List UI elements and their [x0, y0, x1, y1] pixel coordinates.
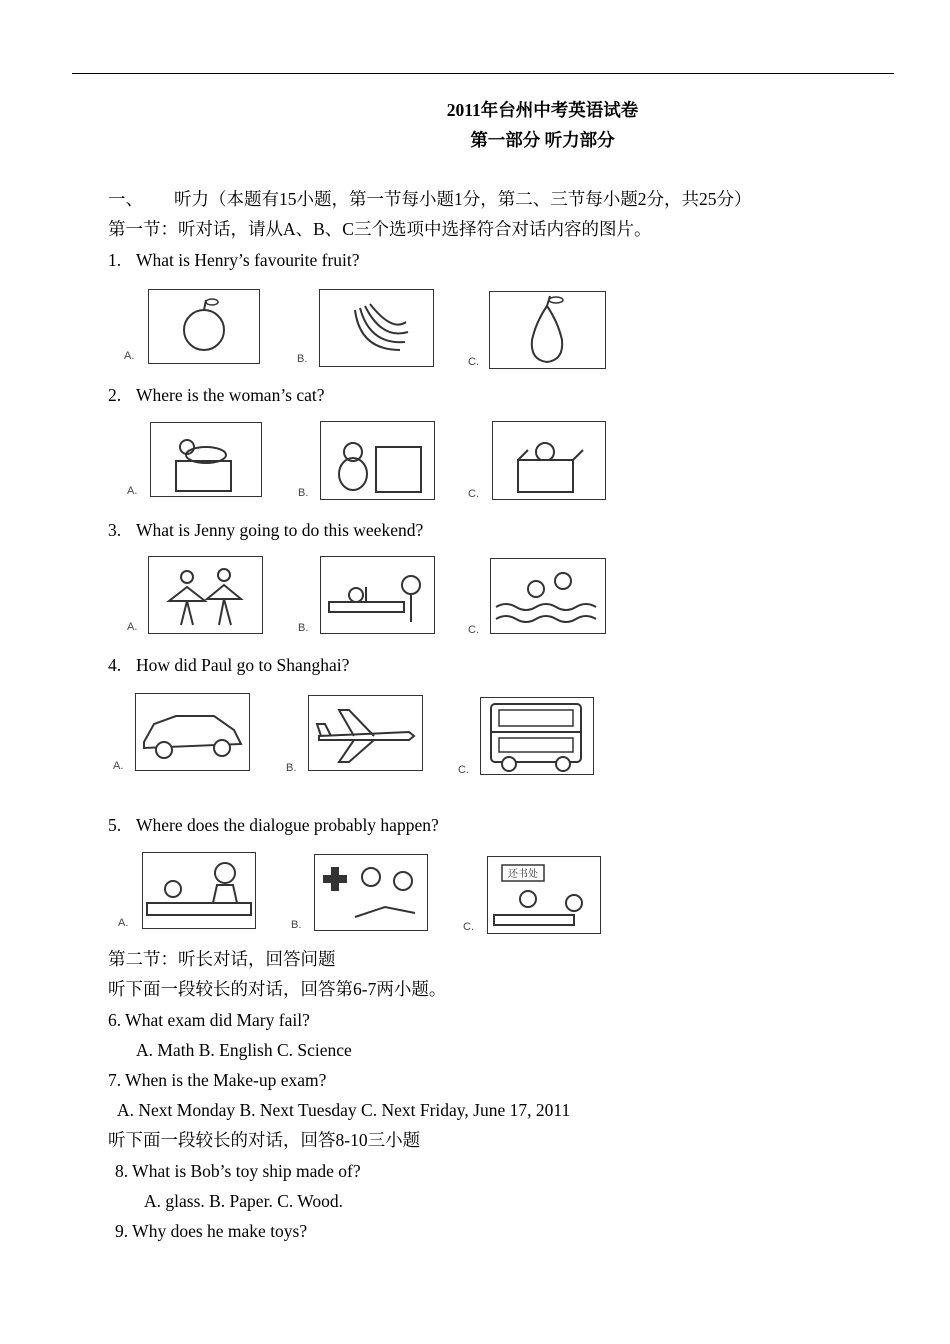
question-number: 3. [108, 520, 122, 540]
option-label: C. [468, 356, 479, 368]
question-text: What is Henry’s favourite fruit? [136, 250, 360, 270]
option-a-picture [135, 693, 250, 771]
option-c-picture [492, 421, 606, 500]
library-icon [488, 857, 600, 933]
question-text: Where does the dialogue probably happen? [136, 815, 439, 835]
question-text: 9. Why does he make toys? [115, 1221, 308, 1241]
option-label: A. [118, 917, 129, 929]
option-label: C. [463, 921, 474, 933]
swimming-icon [491, 559, 605, 633]
question-text: How did Paul go to Shanghai? [136, 655, 350, 675]
question-text: 6. What exam did Mary fail? [108, 1010, 310, 1030]
banana-icon [320, 290, 433, 366]
option-c-picture [489, 291, 606, 369]
option-c-picture [480, 697, 594, 775]
option-label: C. [468, 488, 479, 500]
option-label: C. [468, 624, 479, 636]
question-text: 8. What is Bob’s toy ship made of? [115, 1161, 361, 1181]
plane-icon [309, 696, 422, 770]
question-number: 5. [108, 815, 122, 835]
car-icon [136, 694, 249, 770]
answer-options: A. Next Monday B. Next Tuesday C. Next Friday, June 17, 2011 [117, 1100, 571, 1120]
apple-icon [149, 290, 259, 363]
cat-in-box-icon [493, 422, 605, 499]
question-text: What is Jenny going to do this weekend? [136, 520, 424, 540]
option-b-picture [320, 556, 435, 634]
option-a-picture [150, 422, 262, 497]
table-tennis-icon [321, 557, 434, 633]
pear-icon [490, 292, 605, 368]
option-label: B. [291, 919, 302, 931]
option-b-picture [319, 289, 434, 367]
option-b-picture [320, 421, 435, 500]
question-number: 2. [108, 385, 122, 405]
cat-beside-box-icon [321, 422, 434, 499]
option-label: A. [127, 621, 138, 633]
part-title: 第一部分 听力部分 [470, 130, 615, 150]
option-label: C. [458, 764, 469, 776]
option-b-picture [314, 854, 428, 931]
top-rule [72, 73, 894, 74]
section-number: 一、 [108, 189, 143, 209]
ballet-icon [149, 557, 262, 633]
section2-title: 第二节：听长对话，回答问题 [108, 949, 336, 969]
option-a-picture [148, 556, 263, 634]
dialogue-intro: 听下面一段较长的对话，回答8-10三小题 [108, 1130, 421, 1150]
exam-title: 2011年台州中考英语试卷 [446, 100, 639, 120]
dialogue-intro: 听下面一段较长的对话，回答第6-7两小题。 [108, 979, 447, 999]
library-sign-text: 还书处 [508, 869, 538, 880]
bus-icon [481, 698, 593, 774]
hospital-icon [315, 855, 427, 930]
option-label: B. [286, 762, 297, 774]
option-c-picture [490, 558, 606, 634]
listening-instructions: 听力（本题有15小题，第一节每小题1分，第二、三节每小题2分，共25分） [174, 189, 752, 209]
option-a-picture [148, 289, 260, 364]
option-label: A. [113, 760, 124, 772]
cat-on-box-icon [151, 423, 261, 496]
option-a-picture [142, 852, 256, 929]
option-label: B. [298, 622, 309, 634]
option-label: A. [127, 485, 138, 497]
question-number: 1. [108, 250, 122, 270]
option-label: A. [124, 350, 135, 362]
option-label: B. [297, 353, 308, 365]
section1-instructions: 第一节：听对话，请从A、B、C三个选项中选择符合对话内容的图片。 [108, 219, 652, 239]
question-text: 7. When is the Make-up exam? [108, 1070, 327, 1090]
option-label: B. [298, 487, 309, 499]
option-c-picture [487, 856, 601, 934]
question-number: 4. [108, 655, 122, 675]
option-b-picture [308, 695, 423, 771]
question-text: Where is the woman’s cat? [136, 385, 325, 405]
shop-icon [143, 853, 255, 928]
answer-options: A. Math B. English C. Science [136, 1040, 352, 1060]
answer-options: A. glass. B. Paper. C. Wood. [144, 1191, 344, 1211]
